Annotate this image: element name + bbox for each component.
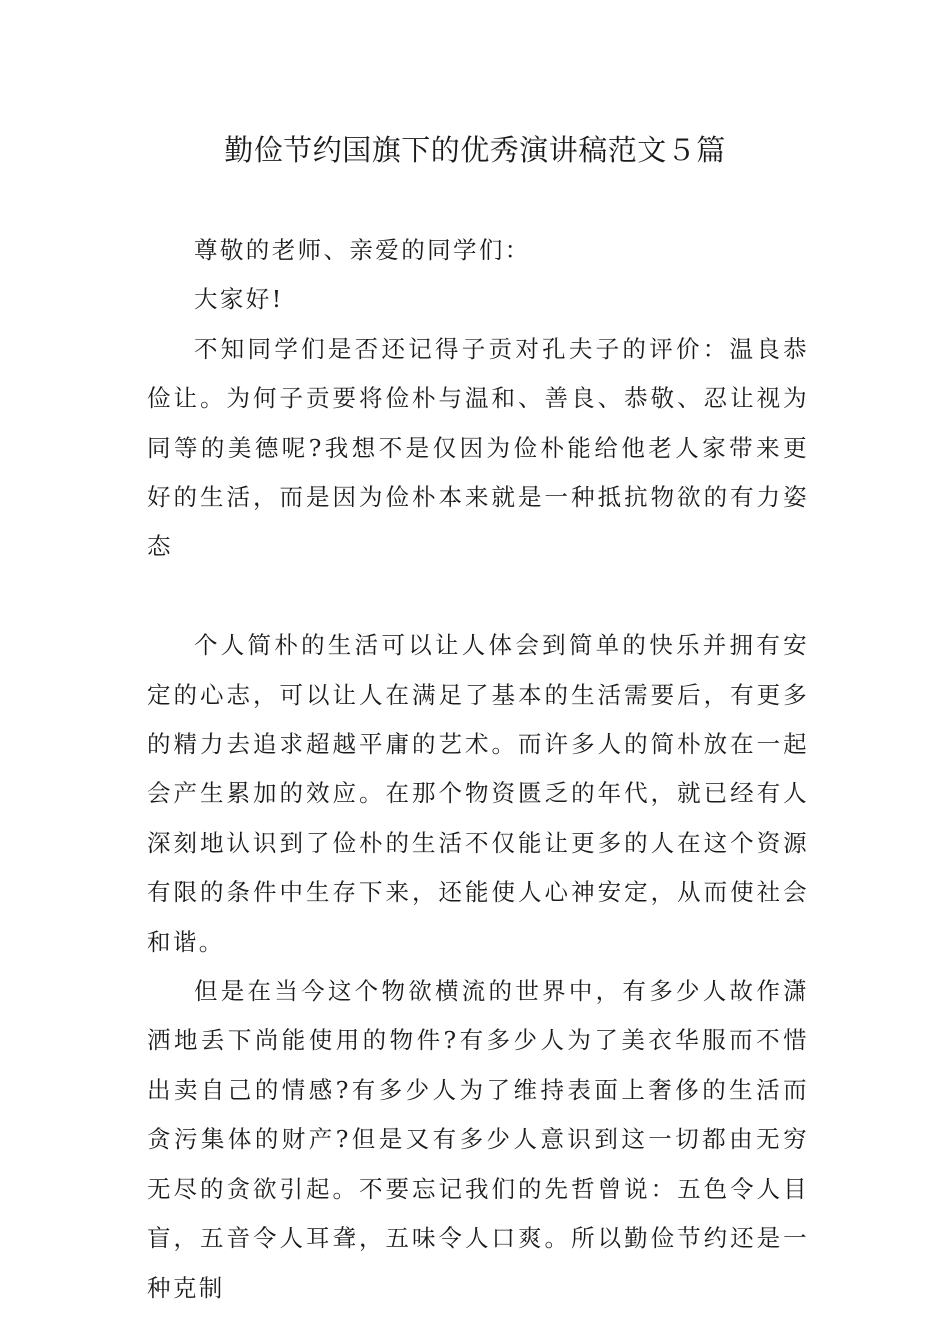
paragraph-3: 但是在当今这个物欲横流的世界中，有多少人故作潇洒地丢下尚能使用的物件?有多少人为了美衣华服而不惜出卖自己的情感?有多少人为了维持表面上奢侈的生活而贪污集体的财产?但是又有多少人意识到这一切都由无穷无尽的贪欲引起。不要忘记我们的先哲曾说：五色令人目盲，五音令人耳聋，五味令人口爽。所以勤俭节约还是一种克制 (147, 977, 809, 1302)
paragraph-1: 不知同学们是否还记得子贡对孔夫子的评价：温良恭俭让。为何子贡要将俭朴与温和、善良、恭敬、忍让视为同等的美德呢?我想不是仅因为俭朴能给他老人家带来更好的生活，而是因为俭朴本来就是一种抵抗物欲的有力姿态 (147, 334, 809, 561)
document-body (147, 226, 809, 1313)
document-title: 勤俭节约国旗下的优秀演讲稿范文５篇 (224, 133, 726, 167)
paragraph-gap (147, 572, 809, 621)
greeting: 大家好! (194, 285, 284, 314)
salutation: 尊敬的老师、亲爱的同学们： (194, 236, 531, 264)
paragraph-2: 个人简朴的生活可以让人体会到简单的快乐并拥有安定的心志，可以让人在满足了基本的生活需要后，有更多的精力去追求超越平庸的艺术。而许多人的简朴放在一起会产生累加的效应。在那个物资匮乏的年代，就已经有人深刻地认识到了俭朴的生活不仅能让更多的人在这个资源有限的条件中生存下来，还能使人心神安定，从而使社会和谐。 (147, 631, 809, 956)
